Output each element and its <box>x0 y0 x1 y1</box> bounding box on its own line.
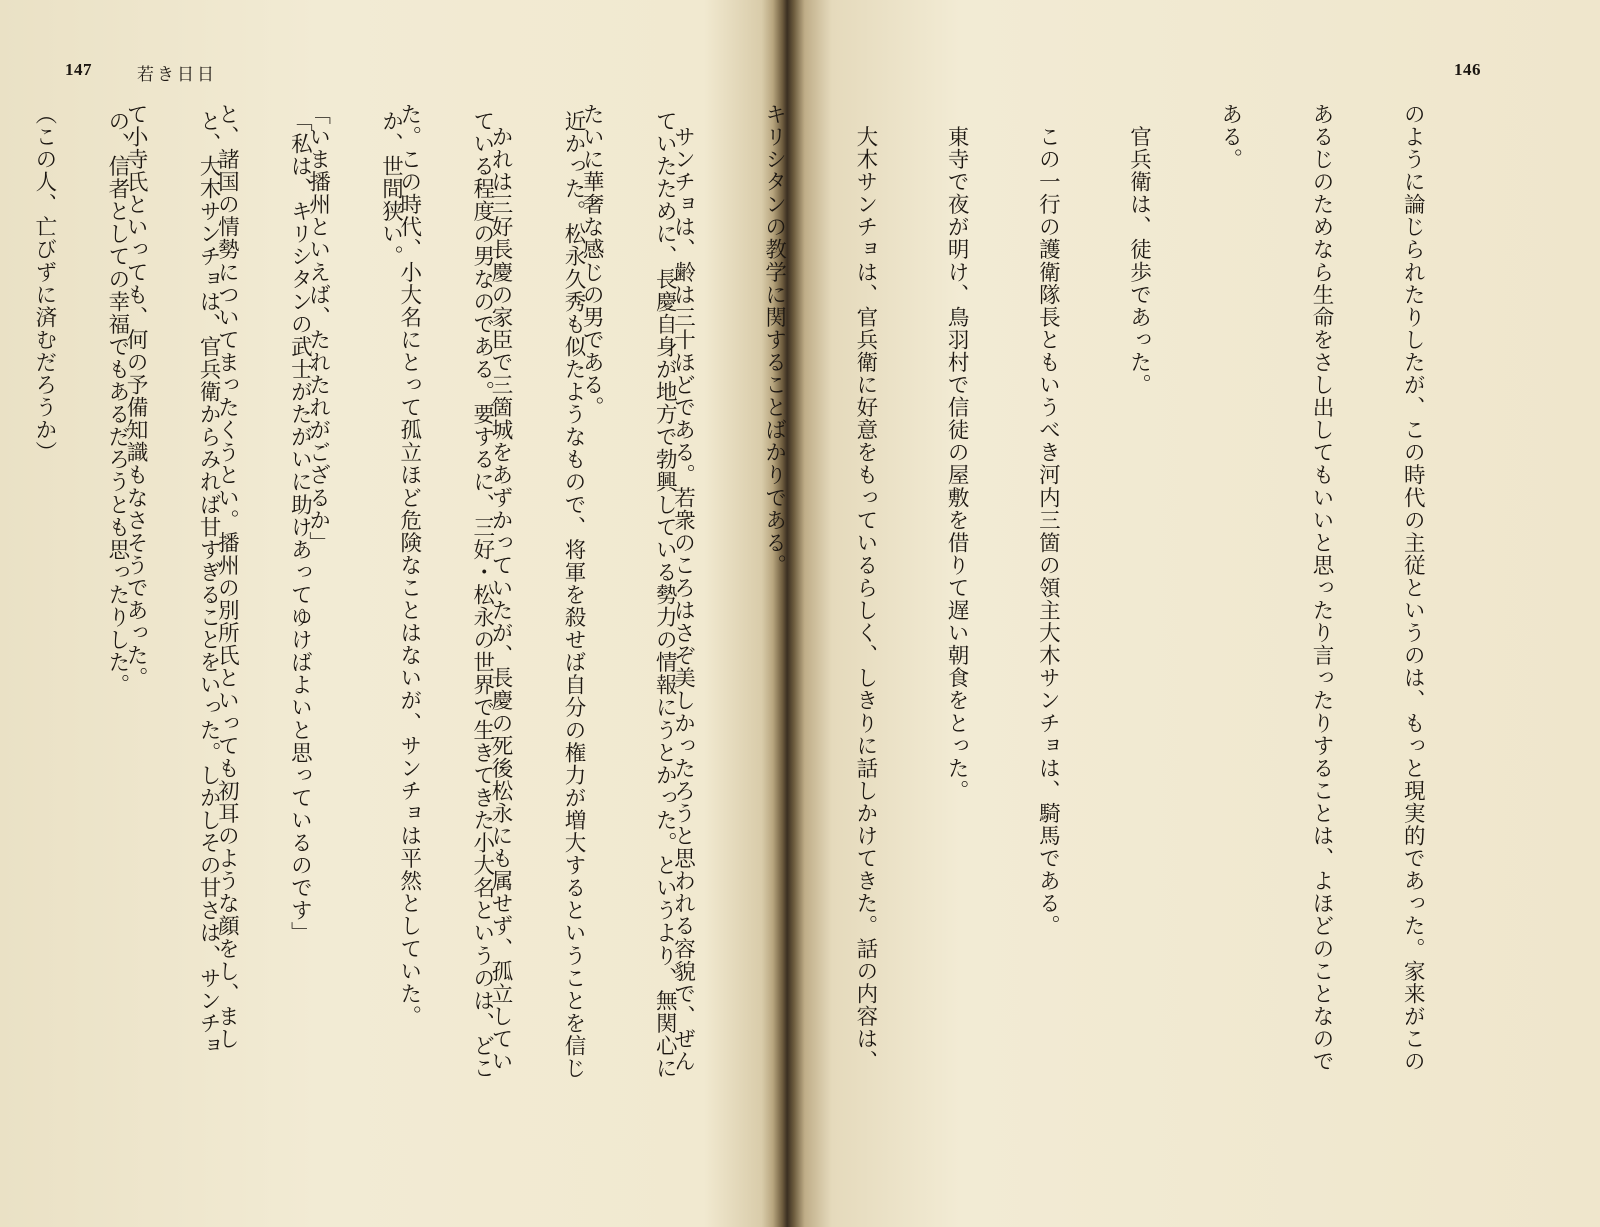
text-line: と、諸国の情勢についてまったくうとい。播州の別所氏といっても初耳のような顔をし、まし <box>214 103 240 1051</box>
text-line: た。この時代、小大名にとって孤立ほど危険なことはないが、サンチョは平然としていた。 <box>396 103 422 1028</box>
text-line: のように論じられたりしたが、この時代の主従というのは、もっと現実的であった。家来がこの <box>1400 103 1426 1073</box>
text-line: 大木サンチョは、官兵衛に好意をもっているらしく、しきりに話しかけてきた。話の内容は、 <box>852 103 878 1073</box>
page-number: 147 <box>65 60 92 79</box>
text-line: 「私は、キリシタンの武士がたがいに助けあってゆけばよいと思っているのです」 <box>287 110 313 945</box>
text-line: たいに華奢な感じの男である。 <box>579 103 605 419</box>
text-line: この一行の護衛隊長ともいうべき河内三箇の領主大木サンチョは、騎馬である。 <box>1035 103 1061 938</box>
text-line: の、信者としての幸福でもあるだろうとも思ったりした。 <box>104 110 130 697</box>
text-line: サンチョは、齢は三十ほどである。若衆のころはさぞ美しかったろうと思われる容貌で、ぜん <box>670 103 696 1073</box>
text-line: ていたために、長慶自身が地方で勃興している勢力の情報にうとかった。というより、無関心に <box>652 110 678 1080</box>
text-line: ある。 <box>1217 103 1243 171</box>
text-line: 「いま播州といえば、たれたれがござるか」 <box>305 103 331 554</box>
text-line: 官兵衛は、徒歩であった。 <box>1126 103 1152 397</box>
text-line: て小寺氏といっても、何の予備知識もなさそうであった。 <box>123 103 149 690</box>
page-number: 146 <box>1454 60 1481 79</box>
text-line: ている程度の男なのである。要するに、三好・松永の世界で生きてきた小大名というのは、どこ <box>469 110 495 1080</box>
text-line: あるじのためなら生命をさし出してもいいと思ったり言ったりすることは、よほどのことなので <box>1308 103 1334 1073</box>
text-line: 東寺で夜が明け、鳥羽村で信徒の屋敷を借りて遅い朝食をとった。 <box>944 103 970 803</box>
text-line: （この人、亡びずに済むだろうか） <box>31 103 57 464</box>
text-line: かれは三好長慶の家臣で三箇城をあずかっていたが、長慶の死後松永にも属せず、孤立してい <box>488 103 513 1073</box>
running-head: 若き日日 <box>137 65 217 85</box>
text-line: キリシタンの教学に関することばかりである。 <box>761 103 787 577</box>
text-line: 近かった。松永久秀も似たようなもので、将軍を殺せば自分の権力が増大するということを信じ <box>560 110 586 1080</box>
text-line: か、世間狭い。 <box>378 110 404 268</box>
text-line: と、大木サンチョは、官兵衛からみれば甘すぎることをいった。しかしその甘さは、サンチョ <box>196 110 222 1058</box>
